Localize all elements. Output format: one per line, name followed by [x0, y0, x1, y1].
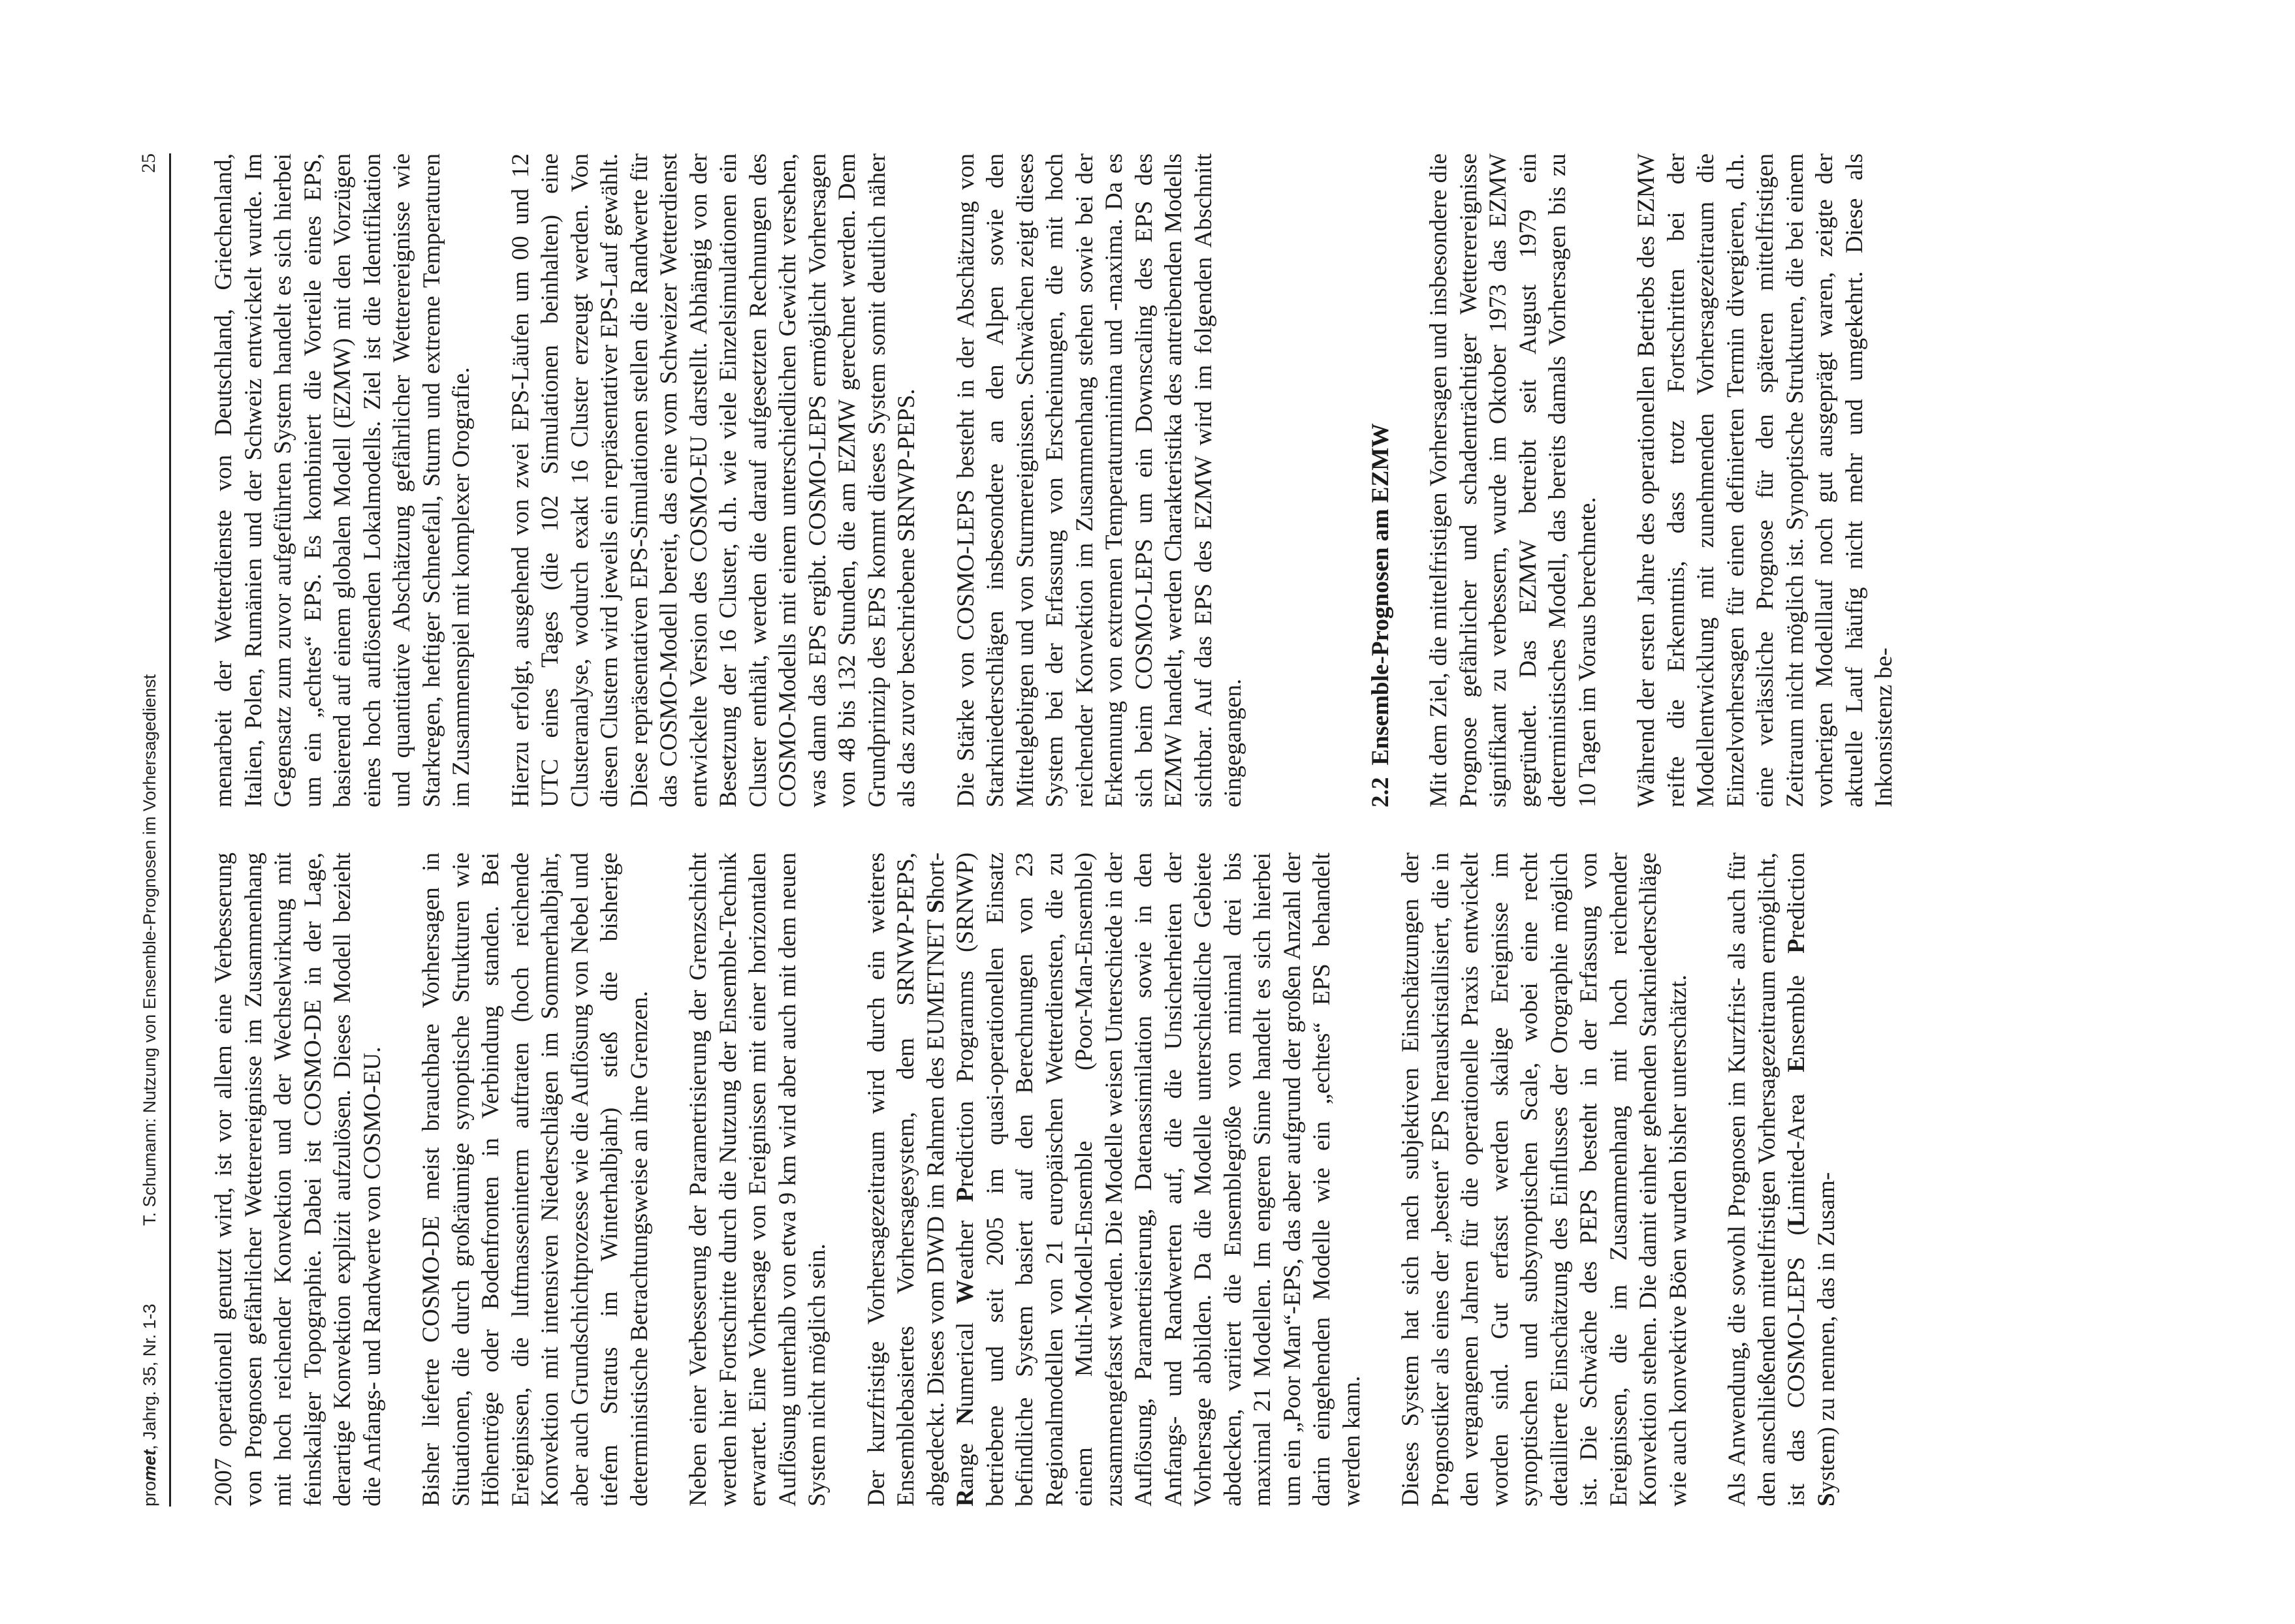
running-header	[127, 153, 171, 1507]
paragraph: Mit dem Ziel, die mittelfristigen Vorhersagen und insbesondere die Prognose gefährlicher und schadenträchtiger Wetterereignisse signifikant zu verbessern, wurde im Oktober 1973 das EZMW gegründet. Das EZMW betreibt seit August 1979 ein deterministisches Modell, das bereits damals Vorhersagen bis zu 10 Tagen im Voraus berechnete.	[1425, 153, 1601, 807]
paragraph: Die Stärke von COSMO-LEPS besteht in der Abschätzung von Starkniederschlägen insbesondere an den Alpen sowie den Mittelgebirgen und von Sturmereignissen. Schwächen zeigt dieses System bei der Erfassung von Erscheinungen, die mit hoch reichender Konvektion im Zusammenhang stehen sowie bei der Erkennung von extremen Temperaturminima und -maxima. Da es sich beim COSMO-LEPS um ein Downscaling des EPS des EZMW handelt, werden Charakteristika des antreibenden Modells sichtbar. Auf das EPS des EZMW wird im folgenden Abschnitt eingegangen.	[952, 153, 1246, 807]
text-run: rediction	[1783, 852, 1810, 939]
bold-initial: E	[1783, 1055, 1810, 1072]
page-number: 25	[138, 153, 159, 173]
bold-initial: P	[1783, 939, 1810, 954]
section-title: Ensemble-Prognosen am EZMW	[1367, 423, 1394, 766]
paragraph: Während der ersten Jahre des operationellen Betriebs des EZMW reifte die Erkenntnis, dass trotz Fortschritten bei der Modellentwicklung mit zunehmenden Vorhersagezeitraum die Einzelvorhersagen für einen definierten Termin divergieren, d.h. eine verlässliche Prognose für den späteren mittelfristigen Zeitraum nicht möglich ist. Synoptische Strukturen, die bei einem vorherigen Modelllauf noch gut ausgeprägt waren, zeigte der aktuelle Lauf häufig nicht mehr und umgekehrt. Diese als Inkonsistenz be-	[1633, 153, 1897, 807]
journal-name-bold: met	[140, 1449, 159, 1481]
text-run: Der kurzfristige Vorhersagezeitraum wird durch ein weiteres Ensemblebasiertes Vorhersagesystem, dem SRNWP-PEPS, abgedeckt. Dieses vom DWD im Rahmen des EUMETNET	[863, 852, 949, 1507]
section-number: 2.2	[1367, 777, 1394, 807]
text-run: nsemble	[1783, 953, 1810, 1056]
text-run: rediction	[952, 1101, 979, 1187]
text-run: ystem) zu nennen, das in Zusam-	[1812, 1172, 1840, 1493]
bold-initial: P	[952, 1187, 979, 1202]
text-run: ange	[952, 1424, 979, 1490]
left-column	[209, 852, 1841, 1507]
journal-prefix: pro	[140, 1480, 159, 1507]
paragraph-srnwp	[862, 852, 1367, 1507]
text-run: hort-	[922, 852, 949, 900]
bold-initial: S	[1812, 1493, 1840, 1507]
text-run: Programms (SRNWP) betriebene und seit 2005 im quasi-operationellen Einsatz befindliche System basiert auf den Berechnungen von 23 Regionalmodellen von 21 europäischen Wetterdiensten, die zu einem Multi-Modell-Ensemble (Poor-Man-Ensemble) zusammengefasst werden. Die Modelle weisen Unterschiede in der Auflösung, Parametrisierung, Datenassimilation sowie in den Anfangs- und Randwerten auf, die die Unsicherheiten der Vorhersage abbilden. Da die Modelle unterschiedliche Gebiete abdecken, variiert die Ensemblegröße von minimal drei bis maximal 21 Modellen. Im engeren Sinne handelt es sich hierbei um ein „Poor Man“-EPS, das aber aufgrund der großen Anzahl der darin eingehenden Modelle wie ein „echtes“ EPS behandelt werden kann.	[952, 852, 1365, 1507]
paragraph: menarbeit der Wetterdienste von Deutschland, Griechenland, Italien, Polen, Rumänien und der Schweiz entwickelt wurde. Im Gegensatz zum zuvor aufgeführten System handelt es sich hierbei um ein „echtes“ EPS. Es kombiniert die Vorteile eines EPS, basierend auf einem globalen Modell (EZMW) mit den Vorzügen eines hoch auflösenden Lokalmodells. Ziel ist die Identifikation und quantitative Abschätzung gefährlicher Wetterereignisse wie Starkregen, heftiger Schneefall, Sturm und extreme Temperaturen im Zusammenspiel mit komplexer Orografie.	[210, 153, 475, 807]
bold-initial: N	[952, 1407, 979, 1425]
section-heading	[1366, 153, 1396, 807]
paragraph: 2007 operationell genutzt wird, ist vor allem eine Verbesserung von Prognosen gefährlicher Wetterereignisse im Zusammenhang mit hoch reichender Konvektion und der Wechselwirkung mit feinskaliger Topographie. Dabei ist COSMO-DE in der Lage, derartige Konvektion explizit aufzulösen. Dieses Modell bezieht die Anfangs- und Randwerte von COSMO-EU.	[210, 852, 386, 1507]
paragraph: Dieses System hat sich nach subjektiven Einschätzungen der Prognostiker als eines der „besten“ EPS herauskristallisiert, die in den vergangenen Jahren für die operationelle Praxis entwickelt worden sind. Gut erfasst werden skalige Ereignisse im synoptischen und subsynoptischen Scale, wobei eine recht detaillierte Einschätzung des Einflusses der Orographie möglich ist. Die Schwäche des PEPS besteht in der Erfassung von Ereignissen, die im Zusammenhang mit hoch reichender Konvektion stehen. Die damit einher gehenden Starkniederschläge wie auch konvektive Böen wurden bisher unterschätzt.	[1397, 852, 1692, 1507]
text-run: Als Anwendung, die sowohl Prognosen im Kurzfrist- als auch für den anschließenden mittelfristigen Vorhersagezeitraum ermöglicht, ist das COSMO-LEPS (	[1724, 852, 1810, 1507]
journal-volume: , Jahrg. 35, Nr. 1-3	[140, 1304, 159, 1450]
text-run: imited-Area	[1783, 1072, 1810, 1211]
paragraph: Bisher lieferte COSMO-DE meist brauchbare Vorhersagen in Situationen, die durch großräumige synoptische Strukturen wie Höhentröge oder Bodenfronten in Verbindung standen. Bei Ereignissen, die luftmasseninterm auftraten (hoch reichende Konvektion mit intensiven Niederschlägen im Sommerhalbjahr, aber auch Grundschichtprozesse wie die Auflösung von Nebel und tiefem Stratus im Winterhalbjahr) stieß die bisherige deterministische Betrachtungsweise an ihre Grenzen.	[418, 852, 653, 1507]
bold-initial: L	[1783, 1211, 1810, 1228]
article-running-title: T. Schumann: Nutzung von Ensemble-Prognosen im Vorhersagedienst	[140, 674, 159, 1226]
bold-initial: W	[952, 1279, 979, 1304]
bold-initial: R	[952, 1489, 979, 1507]
paragraph: Neben einer Verbesserung der Parametrisierung der Grenzschicht werden hier Fortschritte durch die Nutzung der Ensemble-Technik erwartet. Eine Vorhersage von Ereignissen mit einer horizontalen Auflösung unterhalb von etwa 9 km wird aber auch mit dem neuen System nicht möglich sein.	[685, 852, 831, 1507]
text-run: eather	[952, 1202, 979, 1280]
right-column	[209, 153, 1899, 807]
text-run: umerical	[952, 1304, 979, 1407]
paragraph-cosmo-leps	[1722, 852, 1841, 1507]
bold-initial: S	[922, 899, 949, 913]
paragraph: Hierzu erfolgt, ausgehend von zwei EPS-Läufen um 00 und 12 UTC eines Tages (die 102 Simulationen beinhalten) eine Clusteranalyse, wodurch exakt 16 Cluster erzeugt werden. Von diesen Clustern wird jeweils ein repräsentativer EPS-Lauf gewählt. Diese repräsentativen EPS-Simulationen stellen die Randwerte für das COSMO-Modell bereit, das eine vom Schweizer Wetterdienst entwickelte Version des COSMO-EU darstellt. Abhängig von der Besetzung der 16 Cluster, d.h. wie viele Einzelsimulationen ein Cluster enthält, werden die darauf aufgesetzten Rechnungen des COSMO-Modells mit einem unterschiedlichen Gewicht versehen, was dann das EPS ergibt. COSMO-LEPS ermöglicht Vorhersagen von 48 bis 132 Stunden, die am EZMW gerechnet werden. Dem Grundprinzip des EPS kommt dieses System somit deutlich näher als das zuvor beschriebene SRNWP-PEPS.	[507, 153, 920, 807]
journal-citation	[140, 1304, 160, 1507]
